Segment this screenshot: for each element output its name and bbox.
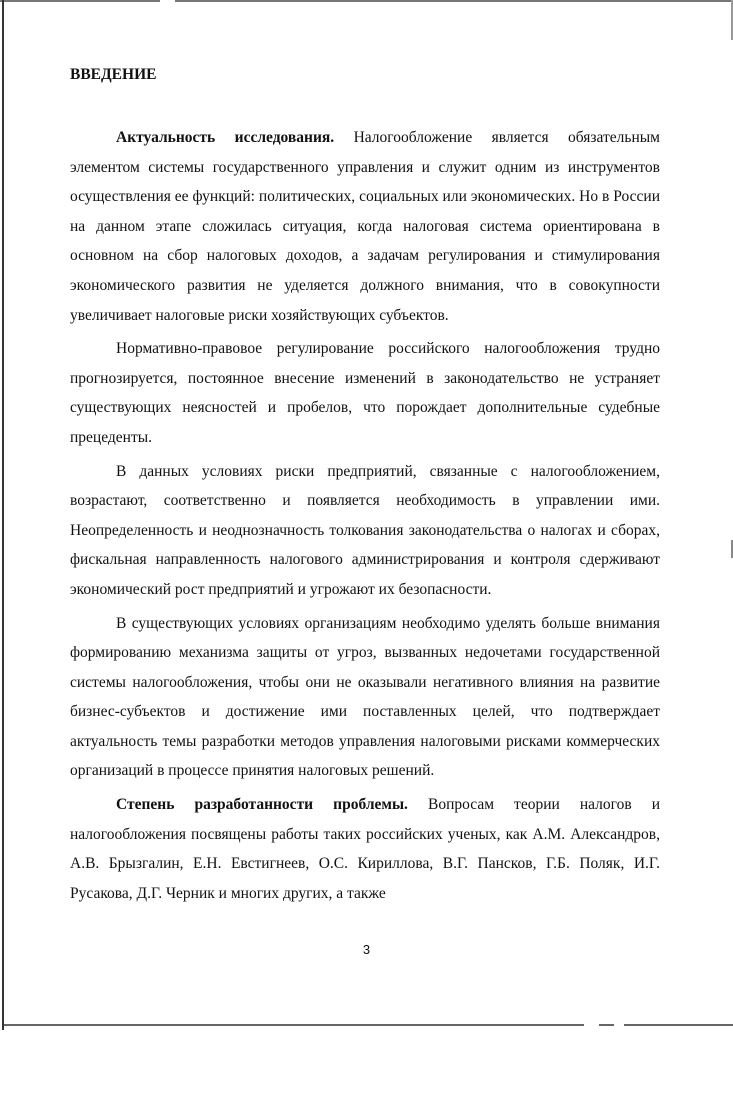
paragraph-text: В данных условиях риски предприятий, связанные с налогообложением, возрастают, соответственно и появляется необходимость в управлении ими. Неопределенность и неоднозначность толкования законодательства о налогах и сборах, фискальная направленность налогового администрирования и контроля сдерживают экономический рост предприятий и угрожают их безопасности. (70, 462, 660, 598)
scan-edge-left (2, 0, 4, 1030)
paragraph-risks (70, 457, 660, 605)
paragraph-development-degree (70, 790, 660, 908)
paragraph-text: Вопросам теории налогов и налогообложения посвящены работы таких российских ученых, как А.М. Александров, А.В. Брызгалин, Е.Н. Евстигнеев, О.С. Кириллова, В.Г. Пансков, Г.Б. Поляк, И.Г. Русакова, Д.Г. Черник и многих других, а также (70, 796, 660, 902)
paragraph-relevance (70, 123, 660, 330)
paragraph-lead: Степень разработанности проблемы. (116, 796, 408, 814)
paragraph-text: Налогообложение является обязательным элементом системы государственного управления и служит одним из инструментов осуществления ее функций: политических, социальных или экономических. Но в России на данном этапе сложилась ситуация, когда налоговая система ориентирована в основном на сбор налоговых доходов, а задачам регулирования и стимулирования экономического развития не уделяется должного внимания, что в совокупности увеличивает налоговые риски хозяйствующих субъектов. (70, 129, 660, 324)
paragraph-text: В существующих условиях организациям необходимо уделять больше внимания формированию механизма защиты от угроз, вызванных недочетами государственной системы налогообложения, чтобы они не оказывали негативного влияния на развитие бизнес-субъектов и достижение ими поставленных целей, что подтверждает актуальность темы разработки методов управления налоговыми рисками коммерческих организаций в процессе принятия налоговых решений. (70, 614, 660, 780)
section-heading: ВВЕДЕНИЕ (70, 66, 157, 83)
paragraph-text: Нормативно-правовое регулирование российского налогообложения трудно прогнозируется, постоянное внесение изменений в законодательство не устраняет существующих неясностей и пробелов, что порождает дополнительные судебные прецеденты. (70, 340, 660, 446)
paragraph-lead: Актуальность исследования. (116, 129, 335, 146)
paragraph-regulation (70, 334, 660, 452)
scan-edge-bottom (4, 1024, 733, 1026)
paragraph-conditions (70, 609, 660, 787)
scan-edge-top (0, 0, 733, 2)
page-number: 3 (362, 942, 371, 957)
document-body (70, 60, 660, 912)
